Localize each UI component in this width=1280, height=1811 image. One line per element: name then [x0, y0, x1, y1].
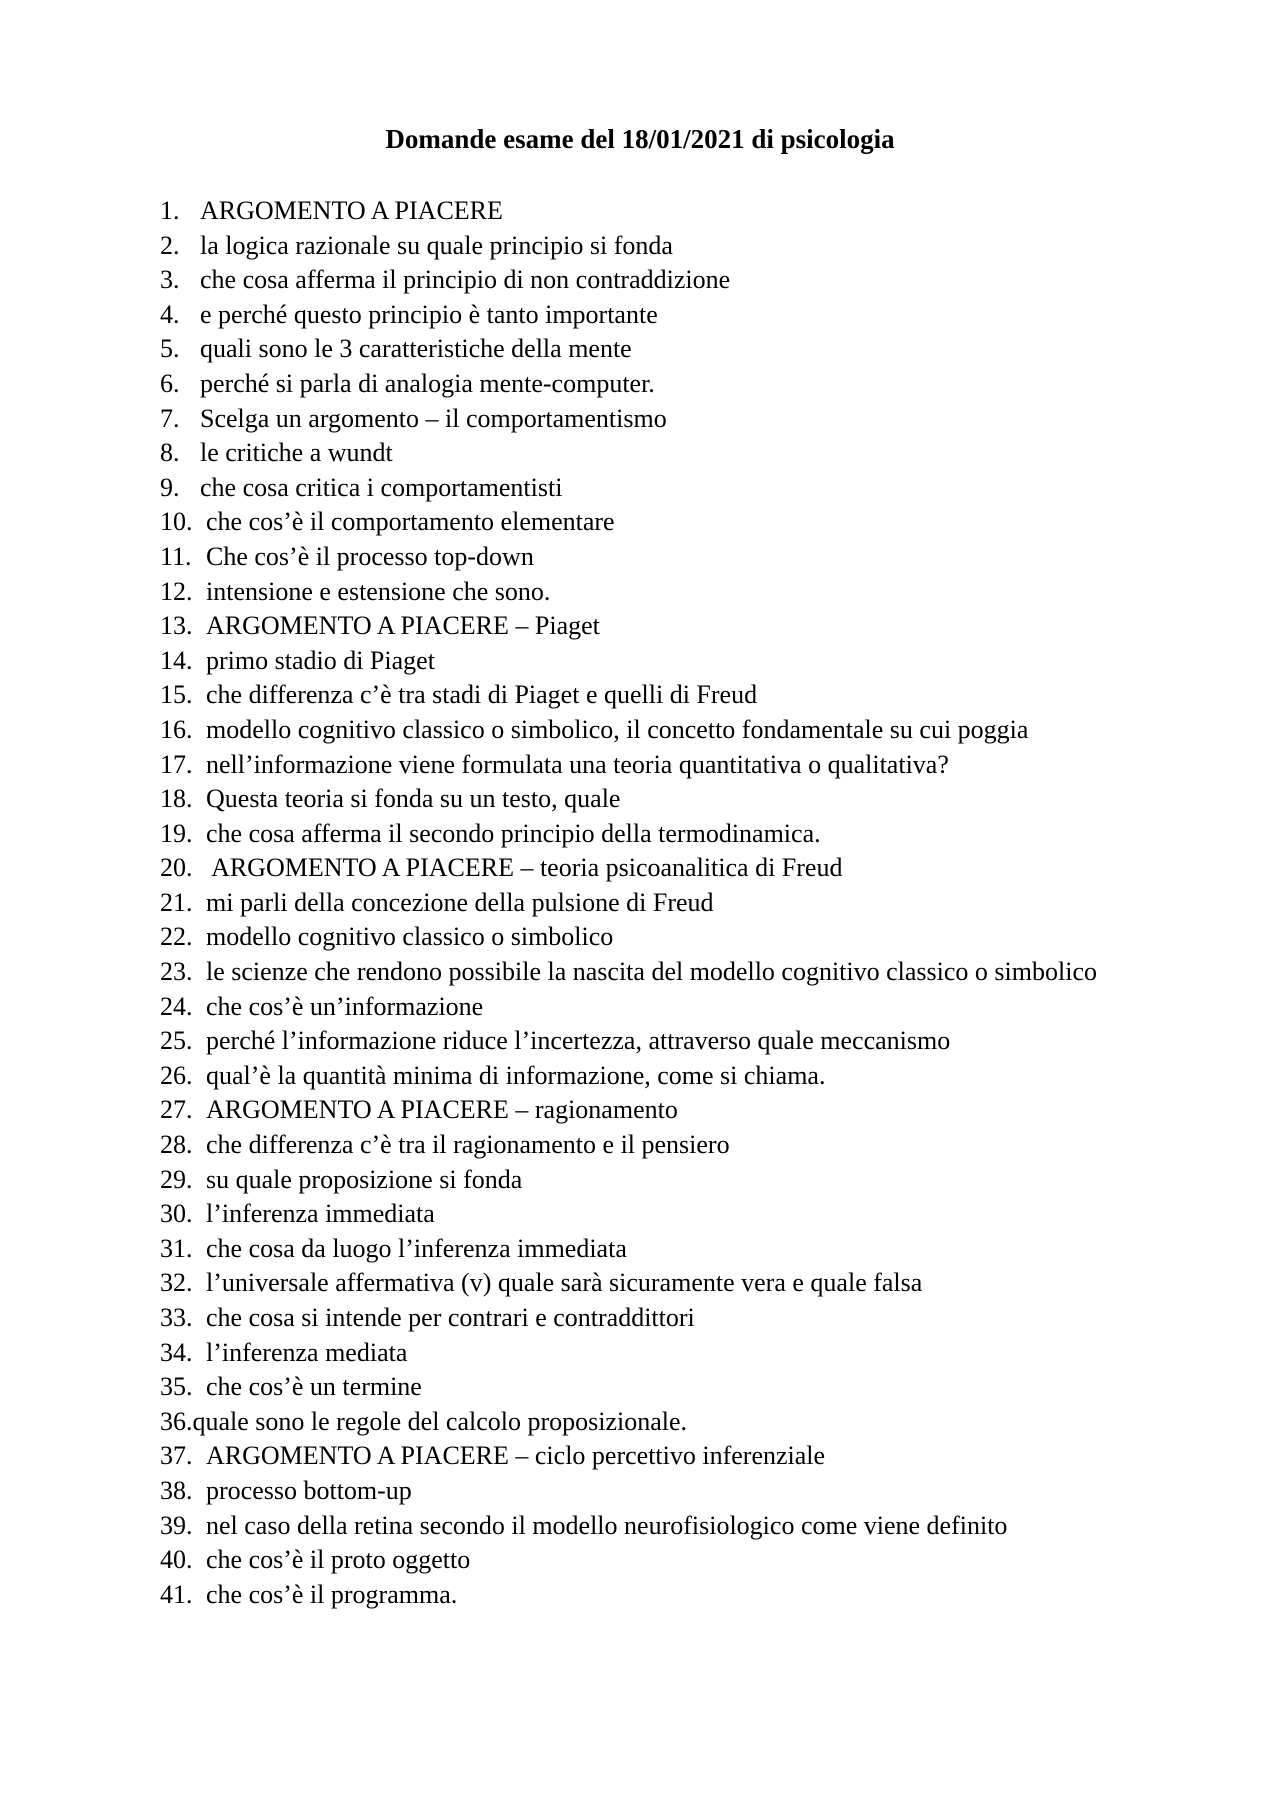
- question-text: ARGOMENTO A PIACERE – Piaget: [206, 611, 600, 641]
- question-number: 31.: [160, 1233, 193, 1263]
- question-item-1: [160, 194, 1150, 229]
- question-number: 2.: [160, 230, 180, 260]
- question-number: 4.: [160, 299, 180, 329]
- question-text: Che cos’è il processo top-down: [206, 541, 534, 571]
- question-number: 11.: [160, 541, 192, 571]
- question-number: 41.: [160, 1579, 193, 1609]
- question-number: 30.: [160, 1199, 193, 1229]
- question-number: 39.: [160, 1510, 193, 1540]
- question-item-17: [160, 748, 1150, 783]
- question-text: quali sono le 3 caratteristiche della mente: [200, 334, 632, 364]
- question-item-30: [160, 1197, 1150, 1232]
- document-title: Domande esame del 18/01/2021 di psicologia: [385, 124, 895, 154]
- question-item-39: [160, 1509, 1150, 1544]
- question-item-35: [160, 1370, 1150, 1405]
- question-item-38: [160, 1474, 1150, 1509]
- question-item-11: [160, 540, 1150, 575]
- question-number: 9.: [160, 472, 180, 502]
- question-text: Questa teoria si fonda su un testo, quale: [206, 784, 621, 814]
- question-number: 12.: [160, 576, 193, 606]
- question-text: l’universale affermativa (v) quale sarà sicuramente vera e quale falsa: [206, 1268, 923, 1298]
- question-item-12: [160, 575, 1150, 610]
- question-text: l’inferenza immediata: [206, 1199, 435, 1229]
- question-text: ARGOMENTO A PIACERE – ragionamento: [206, 1095, 678, 1125]
- question-text: primo stadio di Piaget: [206, 645, 435, 675]
- question-number: 37.: [160, 1441, 193, 1471]
- question-number: 20.: [160, 853, 193, 883]
- question-text: nel caso della retina secondo il modello neurofisiologico come viene definito: [206, 1510, 1008, 1540]
- question-item-13: [160, 609, 1150, 644]
- question-item-22: [160, 920, 1150, 955]
- question-number: 1.: [160, 196, 180, 225]
- question-item-16: [160, 713, 1150, 748]
- question-number: 5.: [160, 334, 180, 364]
- question-number: 7.: [160, 403, 180, 433]
- question-text: la logica razionale su quale principio si fonda: [200, 230, 673, 260]
- question-number: 25.: [160, 1026, 193, 1056]
- question-number: 8.: [160, 438, 180, 468]
- question-item-33: [160, 1301, 1150, 1336]
- question-text: che cos’è un’informazione: [206, 991, 484, 1021]
- question-text: quale sono le regole del calcolo proposizionale.: [192, 1406, 688, 1436]
- question-item-27: [160, 1093, 1150, 1128]
- question-item-34: [160, 1336, 1150, 1371]
- question-list: [160, 194, 1150, 1612]
- question-item-19: [160, 817, 1150, 852]
- question-number: 35.: [160, 1372, 193, 1402]
- question-text: processo bottom-up: [206, 1475, 412, 1505]
- question-item-3: [160, 263, 1150, 298]
- question-number: 21.: [160, 887, 193, 917]
- question-number: 24.: [160, 991, 193, 1021]
- question-text: che cosa da luogo l’inferenza immediata: [206, 1233, 627, 1263]
- question-text: che cosa afferma il principio di non contraddizione: [200, 265, 731, 295]
- question-number: 26.: [160, 1060, 193, 1090]
- question-text: che cos’è il programma.: [206, 1579, 458, 1609]
- question-item-6: [160, 367, 1150, 402]
- question-item-8: [160, 436, 1150, 471]
- question-number: 28.: [160, 1130, 193, 1160]
- question-text: ARGOMENTO A PIACERE – ciclo percettivo inferenziale: [206, 1441, 826, 1471]
- question-text: che differenza c’è tra stadi di Piaget e quelli di Freud: [206, 680, 758, 710]
- question-item-31: [160, 1232, 1150, 1267]
- question-item-29: [160, 1163, 1150, 1198]
- question-number: 17.: [160, 749, 193, 779]
- question-number: 38.: [160, 1475, 193, 1505]
- question-text: nell’informazione viene formulata una teoria quantitativa o qualitativa?: [206, 749, 949, 779]
- question-text: che cosa afferma il secondo principio della termodinamica.: [206, 818, 821, 848]
- question-number: 34.: [160, 1337, 193, 1367]
- question-text: che cos’è il proto oggetto: [206, 1545, 471, 1575]
- question-item-7: [160, 402, 1150, 437]
- question-text: perché si parla di analogia mente-computer.: [200, 368, 655, 398]
- question-item-5: [160, 332, 1150, 367]
- question-item-21: [160, 886, 1150, 921]
- question-text: modello cognitivo classico o simbolico, il concetto fondamentale su cui poggia: [206, 714, 1029, 744]
- question-text: ARGOMENTO A PIACERE: [200, 196, 503, 225]
- question-item-26: [160, 1059, 1150, 1094]
- question-text: Scelga un argomento – il comportamentismo: [200, 403, 667, 433]
- question-item-37: [160, 1439, 1150, 1474]
- question-item-23: [160, 955, 1150, 990]
- question-number: 27.: [160, 1095, 193, 1125]
- question-text: su quale proposizione si fonda: [206, 1164, 523, 1194]
- question-item-28: [160, 1128, 1150, 1163]
- question-number: 10.: [160, 507, 193, 537]
- question-text: che differenza c’è tra il ragionamento e il pensiero: [206, 1130, 730, 1160]
- question-item-4: [160, 298, 1150, 333]
- question-number: 16.: [160, 714, 193, 744]
- question-number: 3.: [160, 265, 180, 295]
- question-number: 22.: [160, 922, 193, 952]
- question-item-20: [160, 851, 1150, 886]
- question-text: mi parli della concezione della pulsione di Freud: [206, 887, 714, 917]
- question-text: che cos’è il comportamento elementare: [206, 507, 615, 537]
- question-number: 23.: [160, 957, 193, 987]
- question-text: le critiche a wundt: [200, 438, 393, 468]
- question-item-10: [160, 505, 1150, 540]
- question-number: 15.: [160, 680, 193, 710]
- question-item-9: [160, 471, 1150, 506]
- question-number: 19.: [160, 818, 193, 848]
- question-item-2: [160, 229, 1150, 264]
- question-number: 40.: [160, 1545, 193, 1575]
- question-text: che cosa critica i comportamentisti: [200, 472, 563, 502]
- question-text: ARGOMENTO A PIACERE – teoria psicoanalitica di Freud: [206, 853, 843, 883]
- question-text: intensione e estensione che sono.: [206, 576, 551, 606]
- question-text: le scienze che rendono possibile la nascita del modello cognitivo classico o simbolico: [206, 957, 1097, 987]
- question-text: e perché questo principio è tanto importante: [200, 299, 658, 329]
- question-number: 14.: [160, 645, 193, 675]
- question-text: che cosa si intende per contrari e contraddittori: [206, 1303, 695, 1332]
- question-item-25: [160, 1024, 1150, 1059]
- question-item-36: [160, 1405, 1150, 1440]
- question-number: 18.: [160, 784, 193, 814]
- question-item-32: [160, 1266, 1150, 1301]
- question-number: 29.: [160, 1164, 193, 1194]
- question-text: perché l’informazione riduce l’incertezza, attraverso quale meccanismo: [206, 1026, 951, 1056]
- question-text: che cos’è un termine: [206, 1372, 422, 1402]
- question-number: 32.: [160, 1268, 193, 1298]
- question-text: modello cognitivo classico o simbolico: [206, 922, 614, 952]
- question-item-18: [160, 782, 1150, 817]
- question-item-14: [160, 644, 1150, 679]
- question-number: 13.: [160, 611, 193, 641]
- question-item-24: [160, 990, 1150, 1025]
- question-text: l’inferenza mediata: [206, 1337, 408, 1367]
- question-number: 6.: [160, 368, 180, 398]
- question-item-41: [160, 1578, 1150, 1613]
- question-text: qual’è la quantità minima di informazione, come si chiama.: [206, 1060, 826, 1090]
- question-number: 36.: [160, 1406, 193, 1436]
- question-number: 33.: [160, 1303, 193, 1332]
- question-item-40: [160, 1543, 1150, 1578]
- question-item-15: [160, 678, 1150, 713]
